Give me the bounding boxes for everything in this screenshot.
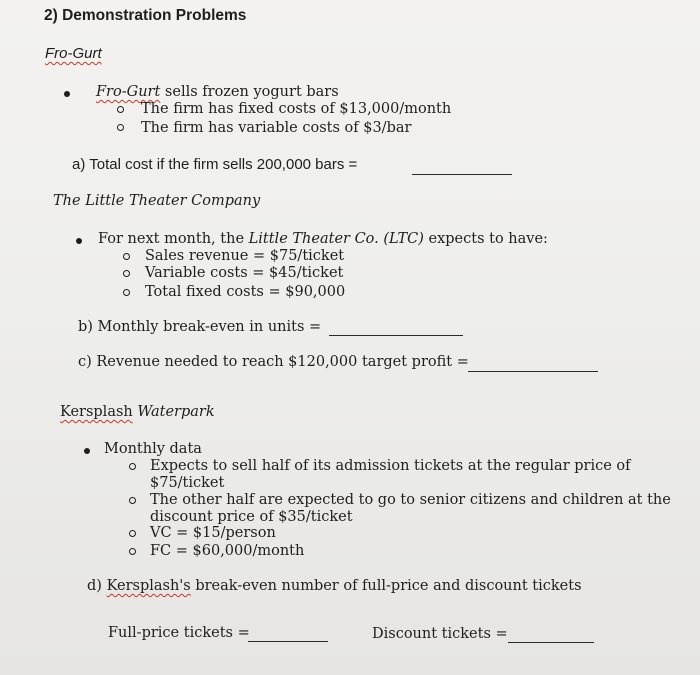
kersplash-sub-bullet-1 bbox=[129, 463, 136, 470]
frogurt-bullet-rest: sells frozen yogurt bars bbox=[160, 84, 339, 100]
full-price-label: Full-price tickets = bbox=[108, 625, 250, 641]
answer-blank-full-price[interactable] bbox=[248, 641, 328, 642]
frogurt-title-text: Fro-Gurt bbox=[45, 45, 102, 62]
frogurt-title bbox=[45, 45, 102, 62]
ltc-bullet-italic: Little Theater Co. (LTC) bbox=[248, 231, 424, 247]
question-d-name: Kersplash's bbox=[106, 578, 191, 594]
frogurt-bullet-text bbox=[96, 84, 339, 100]
kersplash-monthly-data: Monthly data bbox=[104, 441, 202, 457]
kersplash-sub-bullet-2 bbox=[129, 497, 136, 504]
ltc-bullet-pre: For next month, the bbox=[98, 231, 249, 247]
kersplash-discount-line2: discount price of $35/ticket bbox=[150, 509, 353, 525]
kersplash-vc: VC = $15/person bbox=[150, 525, 276, 541]
answer-blank-discount[interactable] bbox=[508, 642, 594, 643]
answer-blank-a[interactable] bbox=[412, 174, 512, 175]
question-d-post: break-even number of full-price and discount tickets bbox=[190, 578, 582, 594]
question-d bbox=[87, 578, 582, 594]
ltc-sub-bullet-2 bbox=[123, 270, 130, 277]
kersplash-title-name: Kersplash bbox=[60, 404, 133, 420]
ltc-fixed-costs: Total fixed costs = $90,000 bbox=[145, 284, 346, 300]
question-d-pre: d) bbox=[87, 578, 107, 594]
frogurt-name: Fro-Gurt bbox=[96, 84, 161, 100]
kersplash-regular-price-line1: Expects to sell half of its admission tickets at the regular price of bbox=[150, 458, 631, 474]
answer-blank-b[interactable] bbox=[329, 335, 463, 336]
kersplash-title-rest: Waterpark bbox=[132, 404, 215, 420]
answer-blank-c[interactable] bbox=[468, 371, 598, 372]
frogurt-fixed-costs: The firm has fixed costs of $13,000/month bbox=[141, 101, 452, 117]
question-b: b) Monthly break-even in units = bbox=[78, 319, 322, 335]
kersplash-discount-line1: The other half are expected to go to senior citizens and children at the bbox=[150, 492, 671, 508]
kersplash-sub-bullet-4 bbox=[129, 548, 136, 555]
discount-label: Discount tickets = bbox=[372, 626, 508, 642]
ltc-sub-bullet-3 bbox=[123, 289, 130, 296]
kersplash-title bbox=[60, 404, 215, 420]
ltc-title: The Little Theater Company bbox=[53, 193, 261, 209]
question-a: a) Total cost if the firm sells 200,000 bars = bbox=[72, 156, 358, 173]
frogurt-variable-costs: The firm has variable costs of $3/bar bbox=[141, 120, 412, 136]
kersplash-sub-bullet-3 bbox=[129, 530, 136, 537]
ltc-sub-bullet-1 bbox=[123, 253, 130, 260]
kersplash-regular-price-line2: $75/ticket bbox=[150, 475, 225, 491]
ltc-sales-revenue: Sales revenue = $75/ticket bbox=[145, 248, 345, 264]
frogurt-sub-bullet-1 bbox=[117, 106, 124, 113]
kersplash-fc: FC = $60,000/month bbox=[150, 543, 305, 559]
frogurt-sub-bullet-2 bbox=[117, 124, 124, 131]
ltc-bullet-text bbox=[98, 231, 548, 247]
section-heading: 2) Demonstration Problems bbox=[44, 7, 247, 24]
kersplash-bullet bbox=[84, 448, 90, 454]
question-c: c) Revenue needed to reach $120,000 target profit = bbox=[78, 354, 469, 370]
ltc-bullet-post: expects to have: bbox=[423, 231, 548, 247]
ltc-variable-costs: Variable costs = $45/ticket bbox=[145, 265, 344, 281]
frogurt-bullet bbox=[64, 91, 70, 97]
ltc-bullet bbox=[76, 238, 82, 244]
